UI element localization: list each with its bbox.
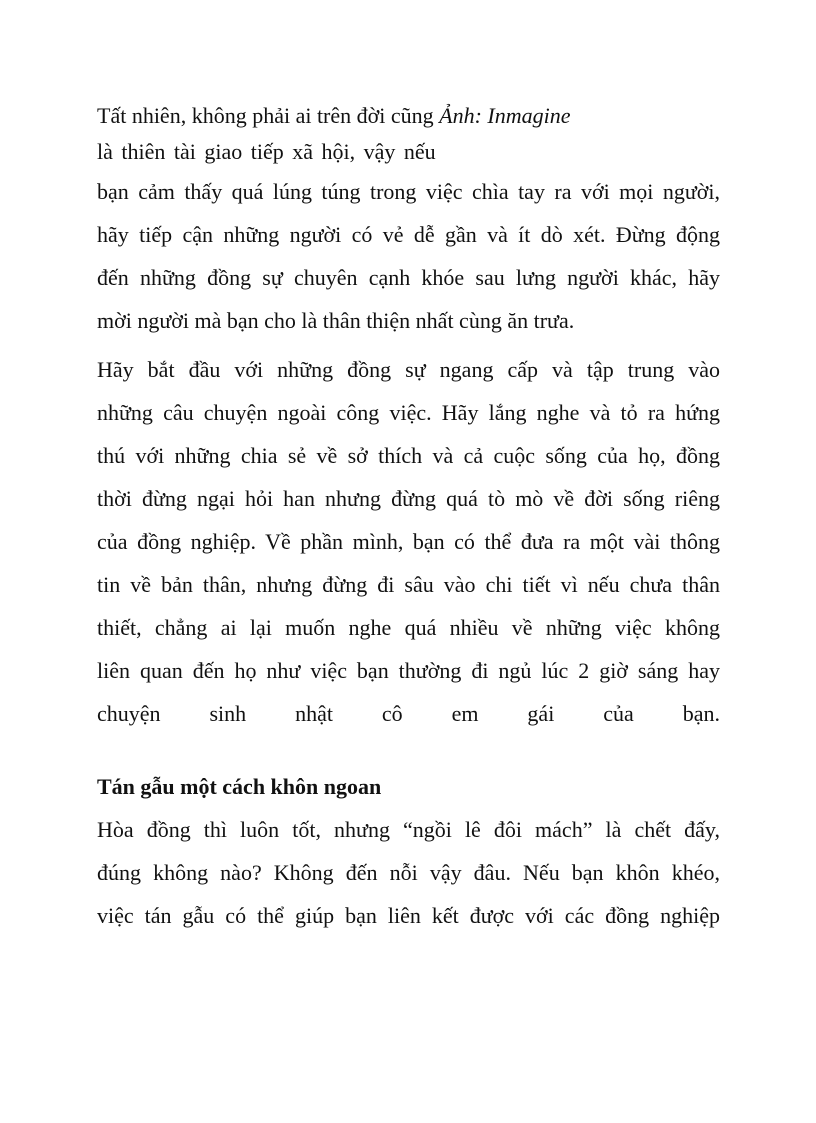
intro-line-1 bbox=[97, 98, 720, 134]
para2-line-9: chuyện sinh nhật cô em gái của bạn. bbox=[97, 701, 720, 726]
document-page bbox=[97, 98, 720, 937]
image-caption: Ảnh: Inmagine bbox=[439, 103, 571, 128]
intro-line-3: bạn cảm thấy quá lúng túng trong việc chìa tay ra với mọi người, bbox=[97, 179, 720, 204]
para3-line-2: đúng không nào? Không đến nỗi vậy đâu. Nếu bạn khôn khéo, bbox=[97, 860, 720, 885]
body-paragraph-3 bbox=[97, 808, 720, 937]
para2-line-2: những câu chuyện ngoài công việc. Hãy lắng nghe và tỏ ra hứng bbox=[97, 400, 720, 425]
para2-line-7: thiết, chẳng ai lại muốn nghe quá nhiều về những việc không bbox=[97, 615, 720, 640]
para2-line-4: thời đừng ngại hỏi han nhưng đừng quá tò mò về đời sống riêng bbox=[97, 486, 720, 511]
body-paragraph-2 bbox=[97, 348, 720, 735]
para2-line-1: Hãy bắt đầu với những đồng sự ngang cấp và tập trung vào bbox=[97, 357, 720, 382]
para3-line-1: Hòa đồng thì luôn tốt, nhưng “ngồi lê đôi mách” là chết đấy, bbox=[97, 817, 720, 842]
intro-line-6: mời người mà bạn cho là thân thiện nhất cùng ăn trưa. bbox=[97, 308, 575, 333]
intro-line-4: hãy tiếp cận những người có vẻ dễ gần và ít dò xét. Đừng động bbox=[97, 222, 720, 247]
para2-line-3: thú với những chia sẻ về sở thích và cả cuộc sống của họ, đồng bbox=[97, 443, 720, 468]
intro-line-2: là thiên tài giao tiếp xã hội, vậy nếu bbox=[97, 139, 436, 164]
section-heading: Tán gẫu một cách khôn ngoan bbox=[97, 774, 382, 799]
para2-line-5: của đồng nghiệp. Về phần mình, bạn có thể đưa ra một vài thông bbox=[97, 529, 720, 554]
intro-paragraph bbox=[97, 98, 720, 342]
para2-line-6: tin về bản thân, nhưng đừng đi sâu vào chi tiết vì nếu chưa thân bbox=[97, 572, 720, 597]
para3-line-3: việc tán gẫu có thể giúp bạn liên kết được với các đồng nghiệp bbox=[97, 903, 720, 928]
intro-line-1-text: Tất nhiên, không phải ai trên đời cũng bbox=[97, 103, 434, 128]
para2-line-8: liên quan đến họ như việc bạn thường đi ngủ lúc 2 giờ sáng hay bbox=[97, 658, 720, 683]
intro-line-5: đến những đồng sự chuyên cạnh khóe sau lưng người khác, hãy bbox=[97, 265, 720, 290]
